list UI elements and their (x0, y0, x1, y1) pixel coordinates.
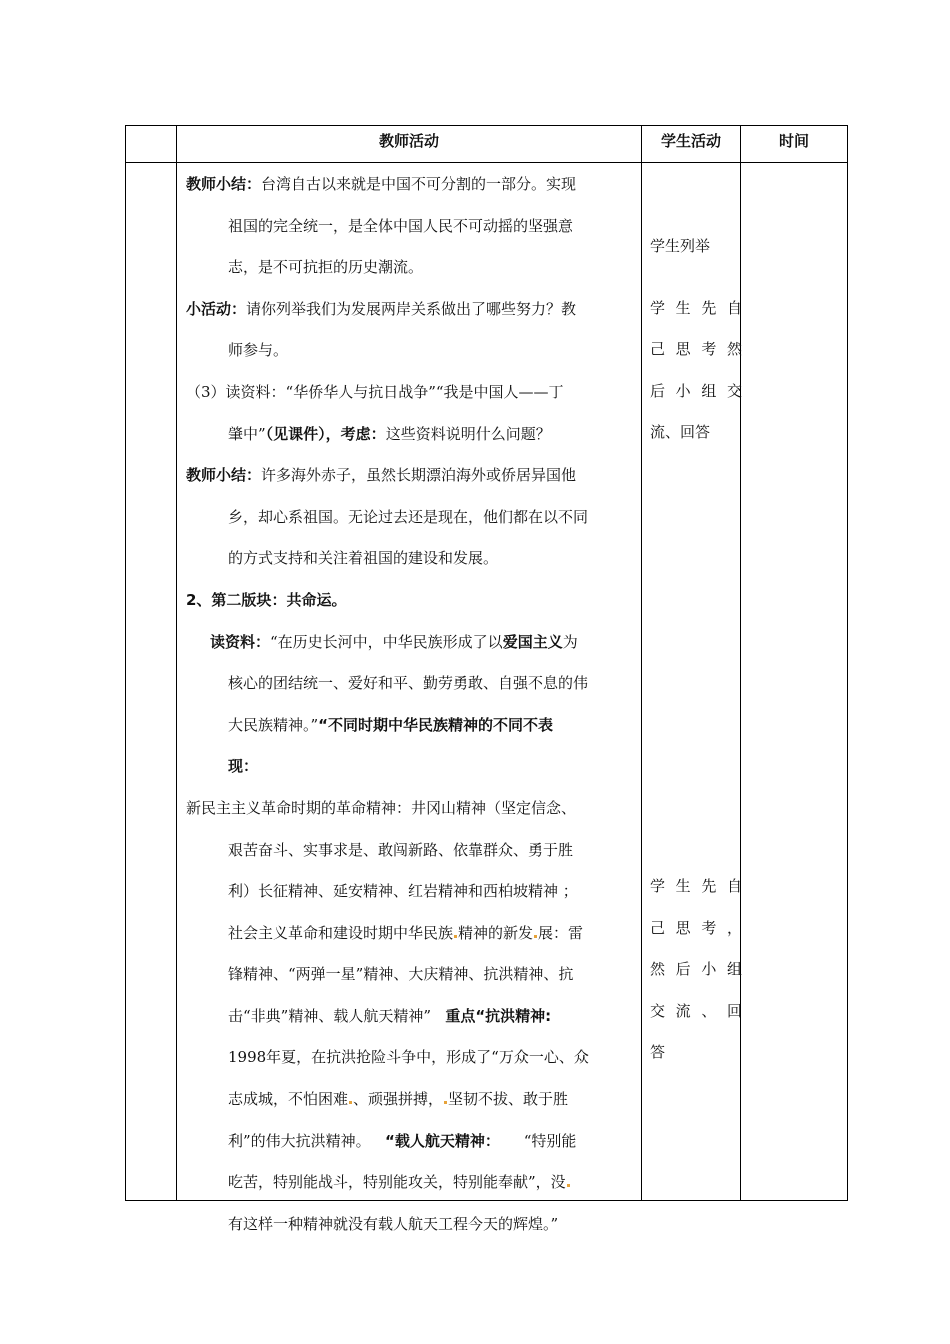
char: 交 (726, 381, 742, 400)
text-line (650, 329, 742, 371)
lesson-plan-table (125, 125, 848, 1233)
text-span: 志成城，不怕困难 (228, 1090, 349, 1109)
table-column-divider (176, 126, 177, 1200)
text-line (650, 866, 742, 908)
char: 后 (675, 960, 691, 979)
char: 组 (701, 381, 717, 400)
text-line: 锋精神、“两弹一星”精神、大庆精神、抗洪精神、抗 (228, 965, 574, 984)
text-line (650, 991, 742, 1033)
table-column-divider (641, 126, 642, 1200)
char: 学 (650, 877, 666, 895)
char: 思 (675, 340, 691, 359)
char: 小 (701, 960, 717, 979)
text-line: 新民主主义革命时期的革命精神：井冈山精神（坚定信念、 (186, 798, 577, 817)
bold-span: “载人航天精神： (384, 1131, 500, 1150)
text-line: 乡，却心系祖国。无论过去还是现在，他们都在以不同 (228, 507, 589, 526)
item-number: （3） (186, 382, 226, 401)
char: 己 (650, 340, 666, 359)
text-span: 请你列举我们为发展两岸关系做出了哪些努力？教 (246, 299, 577, 318)
edit-mark (454, 935, 457, 938)
text-line: 核心的团结统一、爱好和平、勤劳勇敢、自强不息的伟 (228, 674, 589, 693)
char: 回 (726, 1001, 742, 1020)
text-line (186, 996, 641, 1038)
char: 然 (650, 960, 666, 979)
bold-span: （见课件），考虑： (265, 424, 386, 443)
text-span: 击“非典”精神、载人航天精神” (228, 1006, 432, 1025)
char: 然 (726, 340, 742, 359)
text-span: “特别能 (523, 1131, 577, 1150)
char: 考 (701, 340, 717, 359)
text-line: 利）长征精神、延安精神、红岩精神和西柏坡精神 ； (228, 882, 578, 901)
text-span: 肇中” (228, 424, 266, 443)
text-line (650, 949, 742, 991)
char: 自 (726, 298, 742, 317)
text-line: 有这样一种精神就没有载人航天工程今天的辉煌。” (228, 1214, 559, 1233)
text-line (650, 908, 742, 950)
text-span: 台湾自古以来就是中国不可分割的一部分。实现 (261, 175, 577, 193)
label-small-activity: 小活动： (186, 299, 247, 318)
char: 后 (650, 381, 666, 400)
text-line: 祖国的完全统一，是全体中国人民不可动摇的坚强意 (228, 216, 574, 235)
text-span: 读资料：“华侨华人与抗日战争”“我是中国人——丁 (225, 382, 564, 401)
char: 自 (726, 877, 742, 895)
char: 己 (650, 918, 666, 937)
char: 流 (675, 1001, 691, 1020)
text-span: 展：雷 (538, 923, 584, 942)
bold-span: 重点“抗洪精神: (445, 1006, 552, 1025)
student-activity-block-2 (650, 866, 742, 1074)
header-time: 时间 (778, 132, 809, 150)
char: 思 (675, 918, 691, 937)
text-line (186, 164, 641, 206)
text-line (186, 622, 641, 664)
text-line: 的方式支持和关注着祖国的建设和发展。 (228, 549, 499, 568)
text-span: 为 (562, 632, 578, 651)
text-line (186, 1162, 641, 1204)
text-span: 大民族精神。” (228, 715, 319, 734)
char: 考 (701, 918, 717, 937)
text-line (186, 414, 641, 456)
teacher-activity-content (186, 164, 641, 1245)
text-span: 社会主义革命和建设时期中华民族 (228, 923, 454, 942)
text-line: 艰苦奋斗、实事求是、敢闯新路、依靠群众、勇于胜 (228, 840, 574, 859)
label-teacher-summary: 教师小结： (186, 466, 262, 485)
bold-span: 爱国主义 (502, 632, 563, 651)
header-student-activity: 学生活动 (660, 132, 721, 150)
char: ， (726, 918, 742, 937)
text-span: 、顽强拼搏， (353, 1090, 444, 1109)
edit-mark (444, 1101, 447, 1104)
text-span: 精神的新发 (458, 923, 534, 942)
char: 、 (701, 1001, 717, 1020)
text-line (186, 372, 641, 414)
bold-span: “不同时期中华民族精神的不同不表 (318, 715, 554, 734)
text-span: 这些资料说明什么问题？ (385, 424, 551, 443)
text-span: 吃苦，特别能战斗，特别能攻关，特别能奉献”，没 (228, 1173, 566, 1192)
char: 先 (701, 877, 717, 895)
char: 生 (675, 877, 691, 895)
edit-mark (567, 1184, 570, 1187)
student-activity-block-1 (650, 226, 742, 454)
char: 组 (726, 960, 742, 979)
text-line (650, 288, 742, 330)
text-line: 师参与。 (228, 341, 289, 360)
edit-mark (534, 935, 537, 938)
char: 生 (675, 298, 691, 317)
text-span: 利”的伟大抗洪精神。 (228, 1131, 371, 1150)
text-span: “在历史长河中，中华民族形成了以 (270, 632, 503, 651)
text-line (186, 289, 641, 331)
text-line (650, 371, 742, 413)
text-line: 学生列举 (650, 237, 711, 255)
text-line: 志，是不可抗拒的历史潮流。 (228, 258, 424, 277)
text-line: 1998年夏，在抗洪抢险斗争中，形成了“万众一心、众 (228, 1048, 589, 1067)
text-line: 流、回答 (650, 423, 711, 442)
char: 交 (650, 1001, 666, 1020)
text-line: 现： (228, 757, 259, 776)
char: 先 (701, 298, 717, 317)
section-heading: 2、第二版块：共命运。 (186, 590, 347, 609)
text-line (186, 1121, 641, 1163)
edit-mark (349, 1101, 352, 1104)
label-teacher-summary: 教师小结： (186, 175, 262, 193)
text-line (186, 913, 641, 955)
text-line (186, 1079, 641, 1121)
text-line (186, 705, 641, 747)
text-span: 许多海外赤子，虽然长期漂泊海外或侨居异国他 (261, 466, 577, 485)
char: 学 (650, 298, 666, 317)
char: 小 (675, 381, 691, 400)
text-line (186, 455, 641, 497)
header-teacher-activity: 教师活动 (378, 132, 439, 150)
text-span: 坚韧不拔、敢于胜 (448, 1090, 569, 1109)
text-line: 答 (650, 1043, 666, 1062)
label-read-material: 读资料： (210, 632, 271, 651)
